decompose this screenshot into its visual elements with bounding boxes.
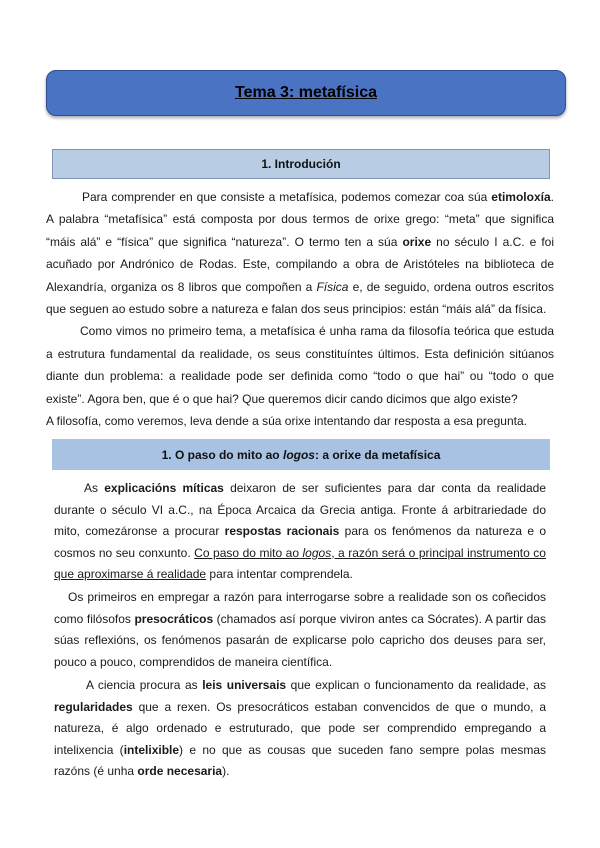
italic-term: Física <box>316 279 349 294</box>
bold-term: leis universais <box>202 678 287 692</box>
paragraph <box>54 675 546 783</box>
text-span: e, de seguido, ordena outros escritos que seguen ao estudo sobre a natureza e falan dos seus principios: están “máis alá” da física. <box>46 279 554 317</box>
myth-to-logos-paragraph-2 <box>54 587 546 673</box>
italic-term: logos <box>282 447 315 462</box>
text-span: Para comprender en que consiste a metafísica, podemos comezar coa súa <box>82 190 492 204</box>
text-span: A ciencia procura as <box>86 678 203 692</box>
bold-term: explicacións míticas <box>104 481 224 495</box>
section-heading-myth-to-logos <box>52 439 550 470</box>
text-span: 1. O paso do mito ao <box>161 447 283 462</box>
bold-term: etimoloxía <box>491 190 551 204</box>
text-span: As <box>84 481 105 495</box>
section-heading-label: 1. Introdución <box>261 157 341 171</box>
text-span: ). <box>222 764 230 779</box>
text-span: que explican o funcionamento da realidade, as <box>286 678 546 692</box>
bold-term: intelixible <box>123 742 180 757</box>
paragraph: A filosofía, como veremos, leva dende a súa orixe intentando dar resposta a esa pregunta. <box>46 414 527 429</box>
page-title: Tema 3: metafísica <box>235 84 377 101</box>
text-span: Co paso do mito ao <box>194 545 303 560</box>
text-span: que a rexen. Os presocráticos estaban convencidos de que o mundo, a natureza, é algo ordenado e estruturado, que pode ser comprendido empregando a intelixencia ( <box>54 699 546 757</box>
text-span: . A palabra “metafísica” está composta por dous termos de orixe grego: “meta” que significa “máis alá” e “física” que significa “natureza”. O termo ten a súa <box>46 190 554 249</box>
myth-to-logos-paragraph-1 <box>54 478 546 586</box>
text-span: Os primeiros en empregar a razón para interrogarse sobre a realidade son os coñecidos como filósofos <box>54 590 546 626</box>
text-span: , a razón será o principal instrumento co que aproximarse á realidade <box>54 545 546 582</box>
bold-term: orixe <box>402 234 432 249</box>
italic-term: logos <box>302 545 332 560</box>
title-banner <box>46 70 566 116</box>
section-heading-label <box>162 448 441 462</box>
bold-term: respostas racionais <box>224 524 340 539</box>
paragraph: Como vimos no primeiro tema, a metafísica é unha rama da filosofía teórica que estuda a estrutura fundamental da realidade, os seus constituíntes últimos. Esta definición sitúanos diante dun problema: a realidade pode ser definida como “todo o que hai” ou “todo o que existe”. Agora ben, que é o que hai? Que queremos dicir cando dicimos que algo existe? <box>46 324 554 406</box>
text-span: ) e no que as cousas que suceden fano sempre polas mesmas razóns (é unha <box>54 742 546 779</box>
paragraph <box>46 186 554 320</box>
paragraph <box>54 587 546 673</box>
introduction-text <box>46 186 554 432</box>
text-span: para os fenómenos da natureza e o cosmos no seu conxunto. <box>54 524 547 560</box>
bold-term: presocráticos <box>134 611 214 626</box>
bold-term: regularidades <box>54 699 133 714</box>
text-span: deixaron de ser suficientes para dar conta da realidade durante o século VI a.C., na Época Arcaica da Grecia antiga. Fronte á arbitrariedade do mito, comezáronse a procurar <box>54 481 547 539</box>
text-span: : a orixe da metafísica <box>314 447 441 462</box>
myth-to-logos-paragraph-3 <box>54 675 546 783</box>
paragraph <box>54 478 546 586</box>
text-span: para intentar comprendela. <box>206 567 353 582</box>
bold-term: orde necesaria <box>137 764 223 779</box>
text-span: (chamados así porque viviron antes ca Sócrates). A partir das súas reflexións, os fenómenos pasarán de explicarse polo capricho dos deuses para ser, pouco a pouco, comprendidos de maneira científica. <box>54 611 546 669</box>
section-heading-introduction <box>52 149 550 179</box>
text-span: no século I a.C. e foi acuñado por Andrónico de Rodas. Este, compilando a obra de Aristóteles na biblioteca de Alexandría, organiza os 8 libros que compoñen a <box>46 234 554 294</box>
